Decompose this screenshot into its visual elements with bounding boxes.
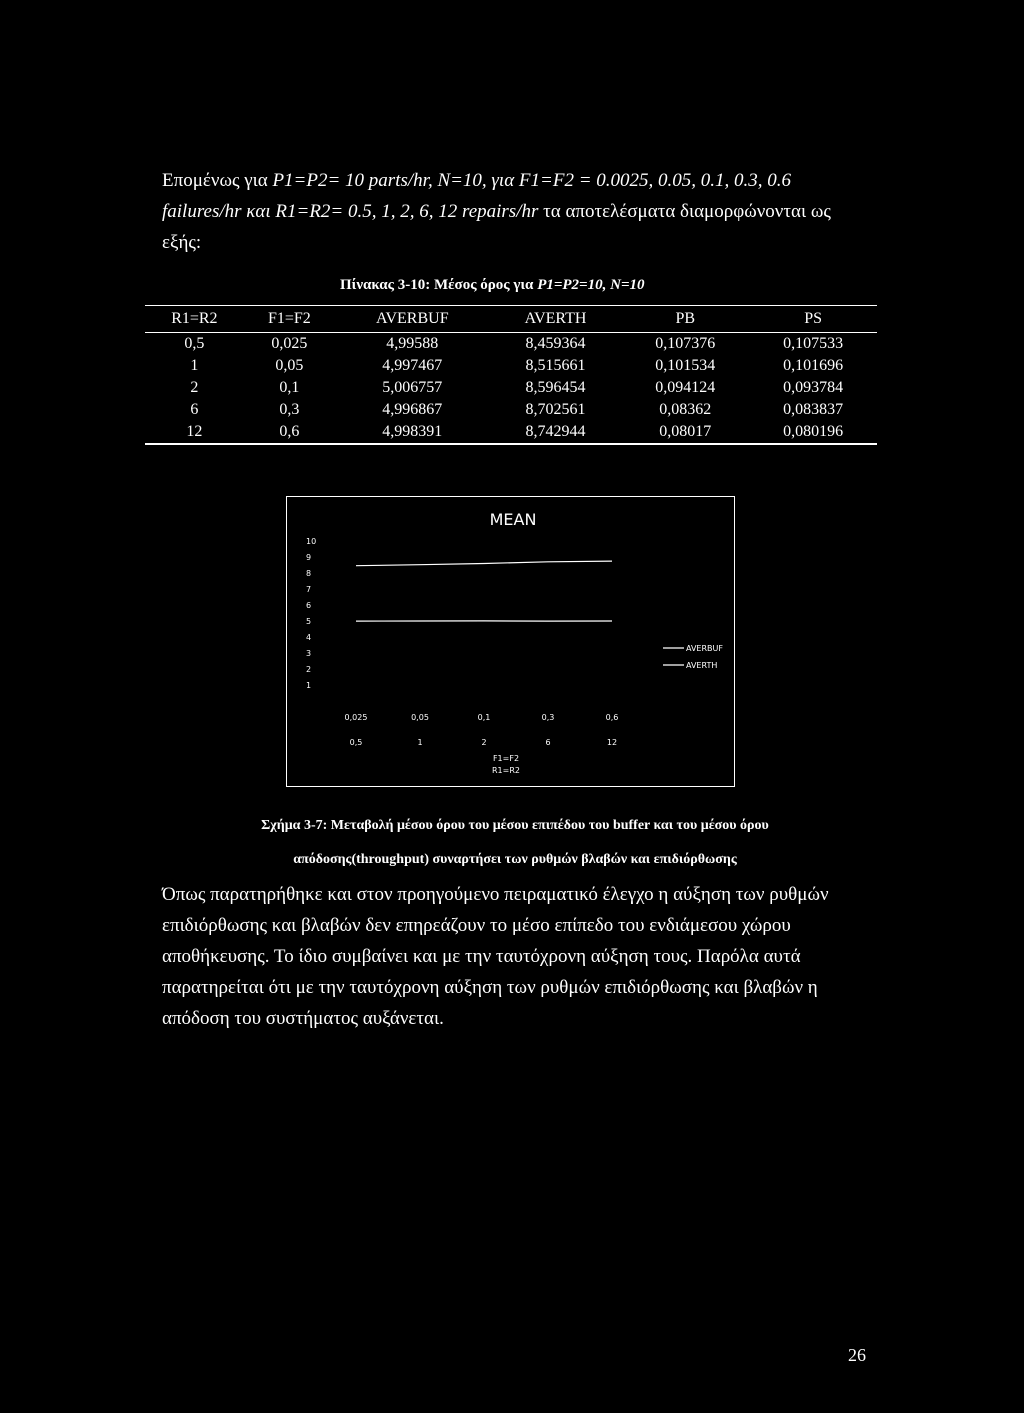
y-tick-label: 7 — [306, 585, 312, 594]
table-cell: 8,702561 — [525, 401, 586, 418]
table-title-params: P1=P2=10, N=10 — [537, 277, 645, 293]
table-cell: 0,025 — [271, 335, 308, 352]
table-cell: 0,08362 — [659, 401, 712, 418]
table-cell: 4,997467 — [382, 357, 443, 374]
x2-tick-label: 0,5 — [349, 738, 363, 747]
table-header-row — [145, 306, 877, 333]
chart-title: MEAN — [489, 510, 537, 529]
table-row — [145, 421, 877, 444]
table-cell: 0,080196 — [783, 423, 844, 440]
col-header: AVERTH — [490, 306, 622, 333]
x-tick-label: 0,6 — [605, 713, 619, 722]
table-row — [145, 399, 877, 421]
col-header: PB — [621, 306, 749, 333]
table-row — [145, 355, 877, 377]
table-cell: 8,459364 — [525, 335, 586, 352]
x-tick-label: 0,05 — [411, 713, 429, 722]
table-cell: 12 — [186, 423, 203, 440]
y-tick-label: 2 — [306, 665, 312, 674]
caption-line-1: Σχήμα 3-7: Μεταβολή μέσου όρου του μέσου επιπέδου του buffer και του μέσου όρου — [261, 818, 769, 833]
table-cell: 8,742944 — [525, 423, 586, 440]
y-tick-label: 1 — [306, 681, 312, 690]
table-title-prefix: Πίνακας 3-10: Μέσος όρος για — [340, 277, 538, 293]
table-cell: 1 — [190, 357, 199, 374]
col-header: R1=R2 — [145, 306, 244, 333]
x2-tick-label: 2 — [481, 738, 487, 747]
col-header: PS — [749, 306, 877, 333]
table-cell: 8,515661 — [525, 357, 586, 374]
col-header: AVERBUF — [335, 306, 490, 333]
intro-text-2: τα αποτελέσματα διαμορφώνονται ως εξής: — [162, 201, 831, 253]
x-tick-label: 0,3 — [541, 713, 555, 722]
page-number: 26 — [848, 1345, 866, 1365]
table-row — [145, 377, 877, 399]
table-cell: 0,094124 — [655, 379, 716, 396]
intro-parameters: P1=P2= 10 parts/hr, N=10, για F1=F2 = 0.0025, 0.05, 0.1, 0.3, 0.6 failures/hr και R1=R2= 0.5, 1, 2, 6, 12 repairs/hr — [162, 170, 792, 222]
table-row — [145, 333, 877, 356]
y-tick-label: 6 — [306, 601, 312, 610]
discussion-paragraph: Όπως παρατηρήθηκε και στον προηγούμενο πειραματικό έλεγχο η αύξηση των ρυθμών επιδιόρθωσης και βλαβών δεν επηρεάζουν το μέσο επίπεδο του ενδιάμεσου χώρου αποθήκευσης. Το ίδιο συμβαίνει και με την ταυτόχρονη αύξηση τους. Παρόλα αυτά παρατηρείται ότι με την ταυτόχρονη αύξηση των ρυθμών επιδιόρθωσης και βλαβών η απόδοση του συστήματος αυξάνεται. — [162, 884, 829, 1029]
table-cell: 5,006757 — [382, 379, 443, 396]
x-axis-label-r: R1=R2 — [492, 766, 520, 775]
x2-tick-label: 6 — [545, 738, 551, 747]
results-table — [145, 305, 877, 445]
table-cell: 0,083837 — [783, 401, 844, 418]
table-cell: 4,996867 — [382, 401, 443, 418]
caption-line-2: απόδοσης(throughput) συναρτήσει των ρυθμών βλαβών και επιδιόρθωσης — [293, 852, 737, 867]
table-cell: 0,101534 — [655, 357, 716, 374]
table-title — [340, 277, 645, 294]
x2-tick-label: 1 — [417, 738, 423, 747]
y-tick-label: 9 — [306, 553, 312, 562]
table-cell: 4,998391 — [382, 423, 443, 440]
y-tick-label: 5 — [306, 617, 312, 626]
y-tick-label: 4 — [306, 633, 312, 642]
table-cell: 2 — [190, 379, 199, 396]
y-tick-label: 3 — [306, 649, 312, 658]
table-cell: 0,3 — [279, 401, 300, 418]
table-cell: 4,99588 — [386, 335, 439, 352]
table-cell: 6 — [190, 401, 199, 418]
x-axis-label-f: F1=F2 — [492, 754, 520, 763]
legend-label: AVERBUF — [686, 644, 723, 653]
table-cell: 0,08017 — [659, 423, 712, 440]
table-cell: 0,107376 — [655, 335, 716, 352]
col-header: F1=F2 — [244, 306, 335, 333]
x-tick-label: 0,025 — [344, 713, 368, 722]
table-cell: 0,093784 — [783, 379, 844, 396]
y-tick-label: 8 — [306, 569, 312, 578]
intro-paragraph — [162, 165, 872, 258]
legend-label: AVERTH — [686, 661, 718, 670]
mean-chart — [286, 496, 735, 787]
table-cell: 0,1 — [279, 379, 300, 396]
table-cell: 0,107533 — [783, 335, 844, 352]
x2-tick-label: 12 — [606, 738, 618, 747]
x-tick-label: 0,1 — [477, 713, 491, 722]
intro-text-1: Επομένως για — [162, 170, 273, 191]
figure-caption — [150, 809, 880, 877]
table-cell: 0,6 — [279, 423, 300, 440]
table-cell: 0,5 — [184, 335, 205, 352]
table-cell: 8,596454 — [525, 379, 586, 396]
table-cell: 0,101696 — [783, 357, 844, 374]
table-cell: 0,05 — [275, 357, 304, 374]
y-tick-label: 10 — [306, 537, 317, 546]
